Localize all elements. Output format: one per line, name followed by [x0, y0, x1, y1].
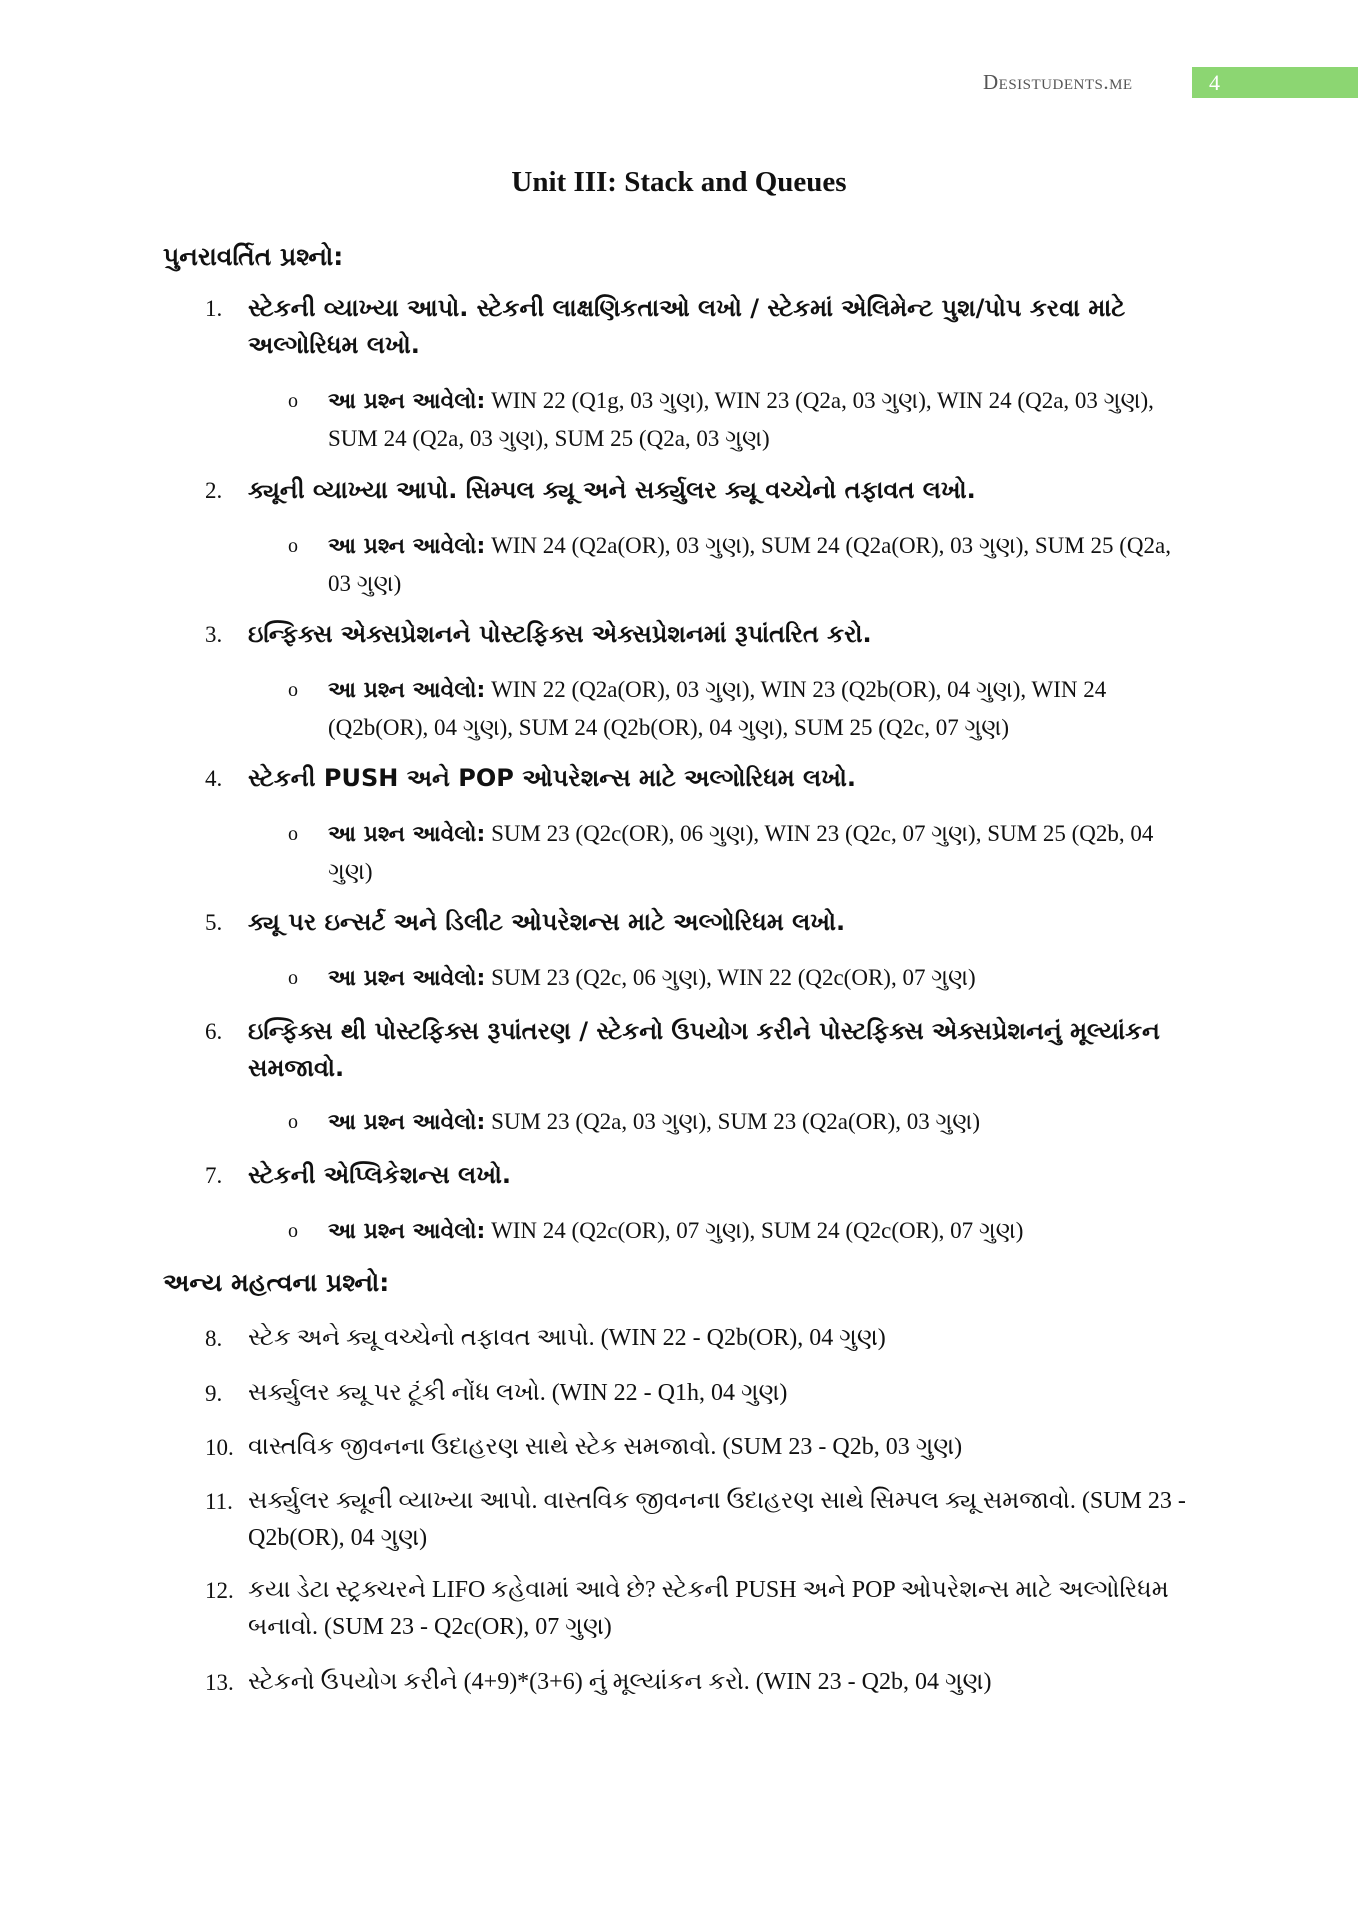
- asked-label: આ પ્રશ્ન આવેલો:: [328, 1219, 486, 1244]
- asked-label: આ પ્રશ્ન આવેલો:: [328, 678, 486, 703]
- asked-label: આ પ્રશ્ન આવેલો:: [328, 966, 486, 991]
- asked-exams: WIN 22 (Q1g, 03 ગુણ), WIN 23 (Q2a, 03 ગુણ), WIN 24 (Q2a, 03 ગુણ), SUM 24 (Q2a, 03 ગુણ), SUM 25 (Q2a, 03 ગુણ): [328, 388, 1154, 451]
- bullet-icon: o: [288, 823, 298, 845]
- question-number: 3.: [205, 622, 223, 647]
- question-text: સ્ટેકની એપ્લિકેશન્સ લખો.: [248, 1161, 512, 1189]
- question-item: [205, 1572, 1195, 1646]
- question-number: 9.: [205, 1381, 223, 1406]
- question-text: સર્ક્યુલર ક્યૂની વ્યાખ્યા આપો. વાસ્તવિક જીવનના ઉદાહરણ સાથે સિમ્પલ ક્યૂ સમજાવો. (SUM 23 - Q2b(OR), 04 ગુણ): [248, 1488, 1186, 1551]
- question-item: [205, 1013, 1195, 1087]
- asked-exams: WIN 24 (Q2a(OR), 03 ગુણ), SUM 24 (Q2a(OR), 03 ગુણ), SUM 25 (Q2a, 03 ગુણ): [328, 533, 1171, 596]
- bullet-icon: o: [288, 967, 298, 989]
- asked-exams: SUM 23 (Q2c, 06 ગુણ), WIN 22 (Q2c(OR), 07 ગુણ): [491, 965, 976, 990]
- asked-bullet: [288, 1212, 1188, 1250]
- page-number-badge: 4: [1192, 67, 1358, 98]
- bullet-icon: o: [288, 390, 298, 412]
- question-item: [205, 1320, 1195, 1357]
- question-number: 13.: [205, 1670, 234, 1695]
- question-item: [205, 1375, 1195, 1412]
- asked-bullet: [288, 382, 1188, 457]
- section-heading-repeated: પુનરાવર્તિત પ્રશ્નો:: [163, 242, 344, 271]
- question-text: સ્ટેક અને ક્યૂ વચ્ચેનો તફાવત આપો. (WIN 22 - Q2b(OR), 04 ગુણ): [248, 1325, 886, 1351]
- question-number: 12.: [205, 1578, 234, 1603]
- question-number: 4.: [205, 766, 223, 791]
- bullet-icon: o: [288, 1220, 298, 1242]
- site-name: Desistudents.me: [983, 70, 1133, 94]
- asked-label: આ પ્રશ્ન આવેલો:: [328, 1110, 486, 1135]
- question-item: [205, 904, 1195, 941]
- question-text: ઇન્ફિક્સ થી પોસ્ટફિક્સ રૂપાંતરણ / સ્ટેકનો ઉપયોગ કરીને પોસ્ટફિક્સ એક્સપ્રેશનનું મૂલ્યાંકન સમજાવો.: [248, 1017, 1160, 1082]
- question-text: વાસ્તવિક જીવનના ઉદાહરણ સાથે સ્ટેક સમજાવો. (SUM 23 - Q2b, 03 ગુણ): [248, 1434, 963, 1460]
- question-number: 5.: [205, 910, 223, 935]
- question-item: [205, 1664, 1195, 1701]
- question-text: સ્ટેકની PUSH અને POP ઓપરેશન્સ માટે અલ્ગોરિધમ લખો.: [248, 764, 857, 792]
- bullet-icon: o: [288, 1111, 298, 1133]
- question-text: સ્ટેકની વ્યાખ્યા આપો. સ્ટેકની લાક્ષણિકતાઓ લખો / સ્ટેકમાં એલિમેન્ટ પુશ/પોપ કરવા માટે અલ્ગોરિધમ લખો.: [248, 294, 1126, 359]
- asked-bullet: [288, 527, 1188, 602]
- question-text: સ્ટેકનો ઉપયોગ કરીને (4+9)*(3+6) નું મૂલ્યાંકન કરો. (WIN 23 - Q2b, 04 ગુણ): [248, 1669, 992, 1695]
- question-item: [205, 760, 1195, 797]
- question-text: કયા ડેટા સ્ટ્રક્ચરને LIFO કહેવામાં આવે છે? સ્ટેકની PUSH અને POP ઓપરેશન્સ માટે અલ્ગોરિધમ બનાવો. (SUM 23 - Q2c(OR), 07 ગુણ): [248, 1577, 1169, 1640]
- question-text: ક્યૂ પર ઇન્સર્ટ અને ડિલીટ ઓપરેશન્સ માટે અલ્ગોરિધમ લખો.: [248, 908, 846, 936]
- question-text: સર્ક્યુલર ક્યૂ પર ટૂંકી નોંધ લખો. (WIN 22 - Q1h, 04 ગુણ): [248, 1380, 788, 1406]
- question-item: [205, 1429, 1195, 1466]
- question-text: ઇન્ફિક્સ એક્સપ્રેશનને પોસ્ટફિક્સ એક્સપ્રેશનમાં રૂપાંતરિત કરો.: [248, 620, 872, 648]
- bullet-icon: o: [288, 535, 298, 557]
- asked-label: આ પ્રશ્ન આવેલો:: [328, 822, 486, 847]
- asked-bullet: [288, 815, 1188, 890]
- question-item: [205, 290, 1195, 364]
- question-item: [205, 1483, 1195, 1557]
- question-number: 8.: [205, 1326, 223, 1351]
- question-item: [205, 1157, 1195, 1194]
- question-item: [205, 472, 1195, 509]
- bullet-icon: o: [288, 679, 298, 701]
- asked-label: આ પ્રશ્ન આવેલો:: [328, 389, 486, 414]
- asked-bullet: [288, 1103, 1188, 1141]
- question-number: 11.: [205, 1489, 233, 1514]
- question-number: 2.: [205, 478, 223, 503]
- asked-exams: SUM 23 (Q2c(OR), 06 ગુણ), WIN 23 (Q2c, 07 ગુણ), SUM 25 (Q2b, 04 ગુણ): [328, 821, 1154, 884]
- asked-bullet: [288, 671, 1188, 746]
- asked-exams: WIN 24 (Q2c(OR), 07 ગુણ), SUM 24 (Q2c(OR), 07 ગુણ): [491, 1218, 1024, 1243]
- question-number: 10.: [205, 1435, 234, 1460]
- question-text: ક્યૂની વ્યાખ્યા આપો. સિમ્પલ ક્યૂ અને સર્ક્યુલર ક્યૂ વચ્ચેનો તફાવત લખો.: [248, 476, 976, 504]
- asked-label: આ પ્રશ્ન આવેલો:: [328, 534, 486, 559]
- asked-exams: WIN 22 (Q2a(OR), 03 ગુણ), WIN 23 (Q2b(OR), 04 ગુણ), WIN 24 (Q2b(OR), 04 ગુણ), SUM 24 (Q2b(OR), 04 ગુણ), SUM 25 (Q2c, 07 ગુણ): [328, 677, 1107, 740]
- section-heading-other: અન્ય મહત્વના પ્રશ્નો:: [163, 1268, 390, 1297]
- asked-bullet: [288, 959, 1188, 997]
- question-number: 7.: [205, 1163, 223, 1188]
- question-number: 6.: [205, 1019, 223, 1044]
- asked-exams: SUM 23 (Q2a, 03 ગુણ), SUM 23 (Q2a(OR), 03 ગુણ): [491, 1109, 981, 1134]
- page-title: Unit III: Stack and Queues: [511, 166, 847, 198]
- question-number: 1.: [205, 296, 223, 321]
- question-item: [205, 616, 1195, 653]
